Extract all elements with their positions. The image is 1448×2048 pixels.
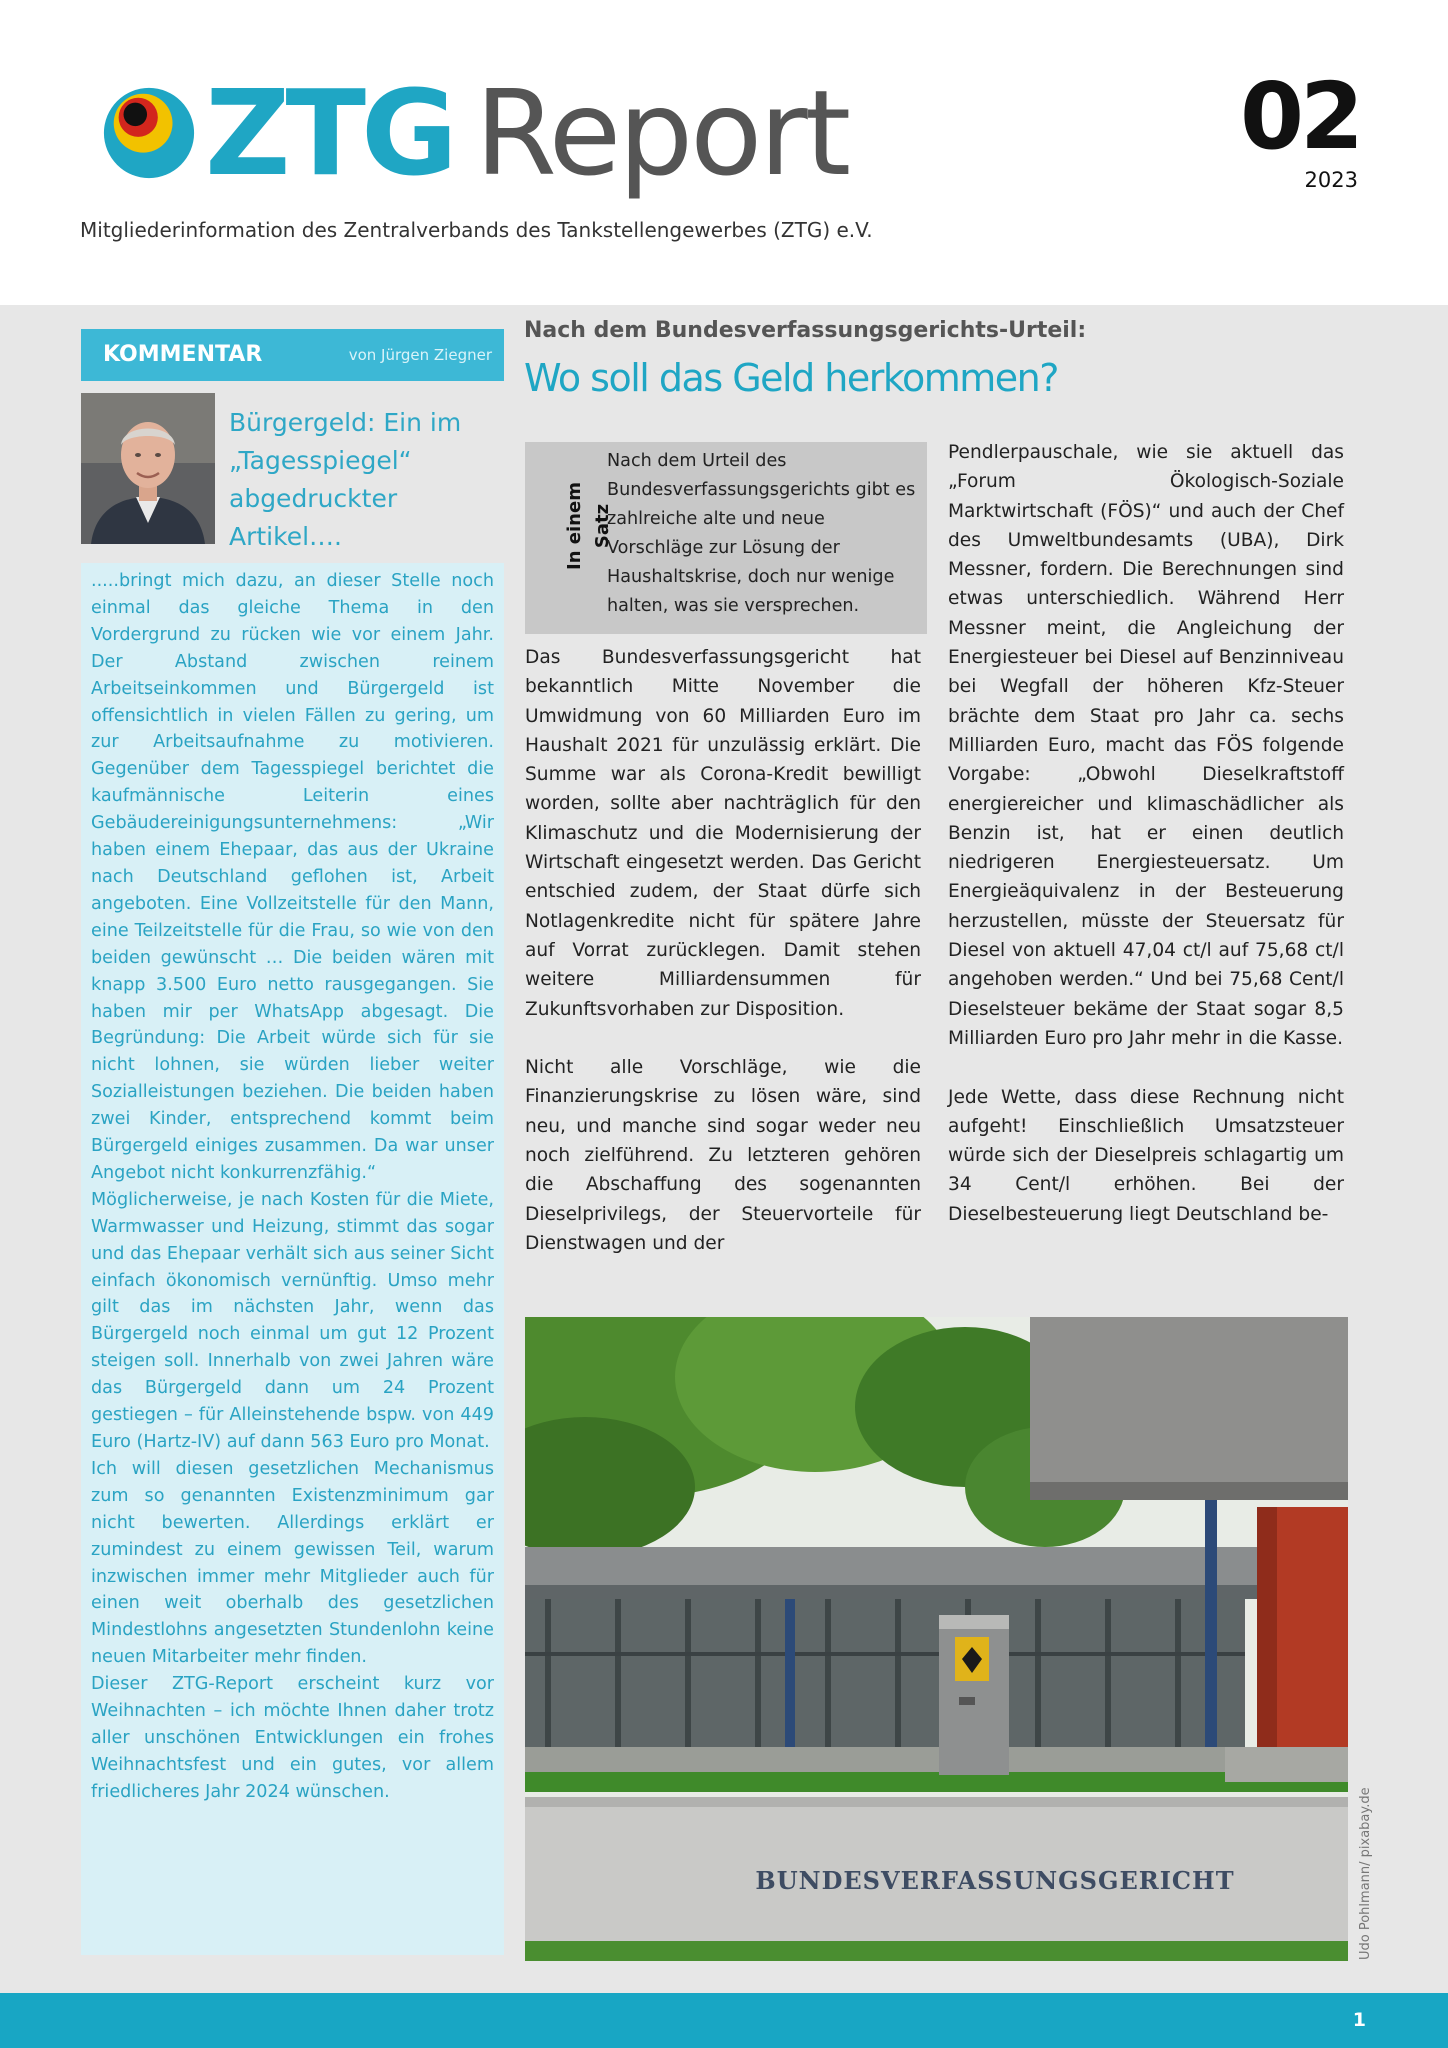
article-paragraph: Nicht alle Vorschläge, wie die Finanzierungskrise zu lösen wäre, sind neu, und manche sind sogar weder neu noch zielführend. Zu letzteren gehören die Abschaffung des sogenannten Dieselprivilegs, der Steuervorteile für Dienstwagen und der xyxy=(525,1057,921,1254)
summary-text: Nach dem Urteil des Bundesverfassungsgerichts gibt es zahlreiche alte und neue Vorschläge zur Lösung der Haushaltskrise, doch nur wenige halten, was sie versprechen. xyxy=(607,451,916,616)
comment-paragraph: .....bringt mich dazu, an dieser Stelle noch einmal das gleiche Thema in den Vordergrund zu rücken wie vor einem Jahr. Der Abstand zwischen reinem Arbeitseinkommen und Bürgergeld ist offensichtlich in vielen Fällen zu gering, um zur Arbeitsaufnahme zu motivieren. Gegenüber dem Tagesspiegel berichtet die kaufmännische Leiterin eines Gebäudereinigungsunternehmens: „Wir haben einem Ehepaar, das aus der Ukraine nach Deutschland geflohen ist, Arbeit angeboten. Eine Vollzeitstelle für den Mann, eine Teilzeitstelle für die Frau, so wie von den beiden gewünscht … Die beiden wären mit knapp 3.500 Euro netto rausgegangen. Sie haben mir per WhatsApp abgesagt. Die Begründung: Die Arbeit würde sich für sie nicht lohnen, sie würden lieber weiter Sozialleistungen beziehen. Die beiden haben zwei Kinder, entsprechend kommt beim Bürgergeld einiges zusammen. Da war unser Angebot nicht konkurrenzfähig.“ xyxy=(91,571,494,1183)
comment-body xyxy=(91,568,494,1806)
comment-headline: Bürgergeld: Ein im „Tagesspiegel“ abgedruckter Artikel…. xyxy=(229,408,462,551)
page-number: 1 xyxy=(1352,2009,1366,2031)
summary-label: In einem Satz xyxy=(564,482,613,570)
comment-label: KOMMENTAR xyxy=(103,342,263,367)
comment-paragraph: Ich will diesen gesetzlichen Mechanismus zum so genannten Existenzminimum gar nicht bewerten. Allerdings erklärt er zumindest zu einem gewissen Teil, warum inzwischen immer mehr Mitglieder auch für einen weit oberhalb des gesetzlichen Mindestlohns angesetzten Stundenlohn keine neuen Mitarbeiter mehr finden. xyxy=(91,1458,494,1668)
comment-author: von Jürgen Ziegner xyxy=(348,346,492,364)
brand-ztg: ZTG xyxy=(205,64,453,202)
article-paragraph: Das Bundesverfassungsgericht hat bekanntlich Mitte November die Umwidmung von 60 Milliarden Euro im Haushalt 2021 für unzulässig erklärt. Die Summe war als Corona-Kredit bewilligt worden, sollte aber nachträglich für den Klimaschutz und die Modernisierung der Wirtschaft eingesetzt werden. Das Gericht entschied zudem, der Staat dürfe sich Notlagenkredite nicht für spätere Jahre auf Vorrat zurücklegen. Damit stehen weitere Milliardensummen für Zukunftsvorhaben zur Disposition. xyxy=(525,647,921,1020)
photo-credit: Udo Pohlmann/ pixabay.de xyxy=(1358,1787,1373,1960)
author-portrait xyxy=(81,393,215,544)
article-column-2 xyxy=(948,438,1344,1229)
ztg-logo-icon xyxy=(100,84,198,182)
page-header xyxy=(0,0,1448,305)
publication-subtitle: Mitgliederinformation des Zentralverbands des Tankstellengewerbes (ZTG) e.V. xyxy=(80,218,873,242)
court-sign-text: BUNDESVERFASSUNGSGERICHT xyxy=(755,1866,1235,1895)
comment-paragraph: Möglicherweise, je nach Kosten für die Miete, Warmwasser und Heizung, stimmt das sogar und das Ehepaar verhält sich aus seiner Sicht einfach ökonomisch vernünftig. Umso mehr gilt das im nächsten Jahr, wenn das Bürgergeld noch einmal um gut 12 Prozent steigen soll. Innerhalb von zwei Jahren wäre das Bürgergeld dann um 24 Prozent gestiegen – für Alleinstehende bspw. von 449 Euro (Hartz-IV) auf dann 563 Euro pro Monat. xyxy=(91,1189,494,1452)
page-footer xyxy=(0,1993,1448,2048)
comment-header-bar xyxy=(81,329,504,381)
article-paragraph: Pendlerpauschale, wie sie aktuell das „Forum Ökologisch-Soziale Marktwirtschaft (FÖS)“ und auch der Chef des Umweltbundesamts (UBA), Dirk Messner, fordern. Die Berechnungen sind etwas unterschiedlich. Während Herr Messner meint, die Angleichung der Energiesteuer bei Diesel auf Benzinniveau bei Wegfall der höheren Kfz-Steuer brächte dem Staat pro Jahr ca. sechs Milliarden Euro, macht das FÖS folgende Vorgabe: „Obwohl Dieselkraftstoff energiereicher und klimaschädlicher als Benzin ist, hat er einen deutlich niedrigeren Energiesteuersatz. Um Energieäquivalenz in der Besteuerung herzustellen, müsste der Steuersatz für Diesel von aktuell 47,04 ct/l auf 75,68 ct/l angehoben werden.“ Und bei 75,68 Cent/l Dieselsteuer bekäme der Staat sogar 8,5 Milliarden Euro pro Jahr mehr in die Kasse. xyxy=(948,442,1344,1049)
court-photo xyxy=(525,1317,1348,1961)
article-title: Wo soll das Geld herkommen? xyxy=(524,356,1058,400)
issue-number: 02 xyxy=(1239,63,1360,170)
brand-title xyxy=(205,58,848,208)
portrait-image xyxy=(81,393,215,544)
bundesverfassungsgericht-image xyxy=(525,1317,1348,1961)
comment-paragraph: Dieser ZTG-Report erscheint kurz vor Weihnachten – ich möchte Ihnen daher trotz aller unschönen Entwicklungen ein frohes Weihnachtsfest und ein gutes, vor allem friedlicheres Jahr 2024 wünschen. xyxy=(91,1674,494,1802)
article-kicker: Nach dem Bundesverfassungsgerichts-Urteil: xyxy=(524,318,1087,343)
issue-year: 2023 xyxy=(1304,168,1358,192)
brand-report: Report xyxy=(474,64,849,202)
article-column-1 xyxy=(525,643,921,1258)
article-paragraph: Jede Wette, dass diese Rechnung nicht aufgeht! Einschließlich Umsatzsteuer würde sich der Dieselpreis schlagartig um 34 Cent/l erhöhen. Bei der Dieselbesteuerung liegt Deutschland be- xyxy=(948,1086,1344,1225)
